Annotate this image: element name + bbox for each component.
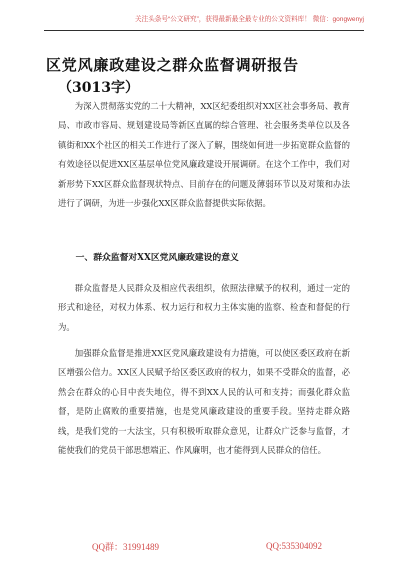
header-divider <box>44 30 364 31</box>
document-word-count: （3013字） <box>58 80 139 96</box>
document-title: 区党风廉政建设之群众监督调研报告 <box>46 56 299 74</box>
body-paragraph-2: 加强群众监督是推进XX区党风廉政建设有力措施，可以使区委区政府在新区增强公信力。XX区人民赋予给区委区政府的权力，如果不受群众的监督，必然会在群众的心目中丧失地位，得不到XX人民的认可和支持；而强化群众监督，是防止腐败的重要措施，也是党风廉政建设的重要手段。坚持走群众路线，是我们党的一大法宝，只有积极听取群众意见，让群众广泛参与监督，才能使我们的党员干部思想端正、作风廉明，也才能得到人民群众的信任。 <box>58 348 350 456</box>
body-paragraph-1: 群众监督是人民群众及相应代表组织，依照法律赋予的权利，通过一定的形式和途径，对权力体系、权力运行和权力主体实施的监察、检查和督促的行为。 <box>58 283 350 332</box>
section-heading: 一、群众监督对XX区党风廉政建设的意义 <box>75 253 239 263</box>
qq-text: QQ:535304092 <box>266 541 322 551</box>
qq-group-text: QQ群：31991489 <box>92 541 159 552</box>
header-banner: 关注头条号“公文研究”，获得最新最全最专业的公文资料库！ 微信：gongwenyj <box>135 16 364 23</box>
footer-contact-bar <box>92 537 322 555</box>
intro-paragraph: 为深入贯彻落实党的二十大精神，XX区纪委组织对XX区社会事务局、教育局、市政市容局、规划建设局等新区直属的综合管理、社会服务类单位以及各镇街和XX个社区的相关工作进行了深入了解，围绕如何进一步拓宽群众监督的有效途径以促进XX区基层单位党风廉政建设开展调研。在这个工作中，我们对新形势下XX区群众监督现状特点、目前存在的问题及薄弱环节以及对策和办法进行了调研，为进一步强化XX区群众监督提供实际依据。 <box>58 101 350 209</box>
